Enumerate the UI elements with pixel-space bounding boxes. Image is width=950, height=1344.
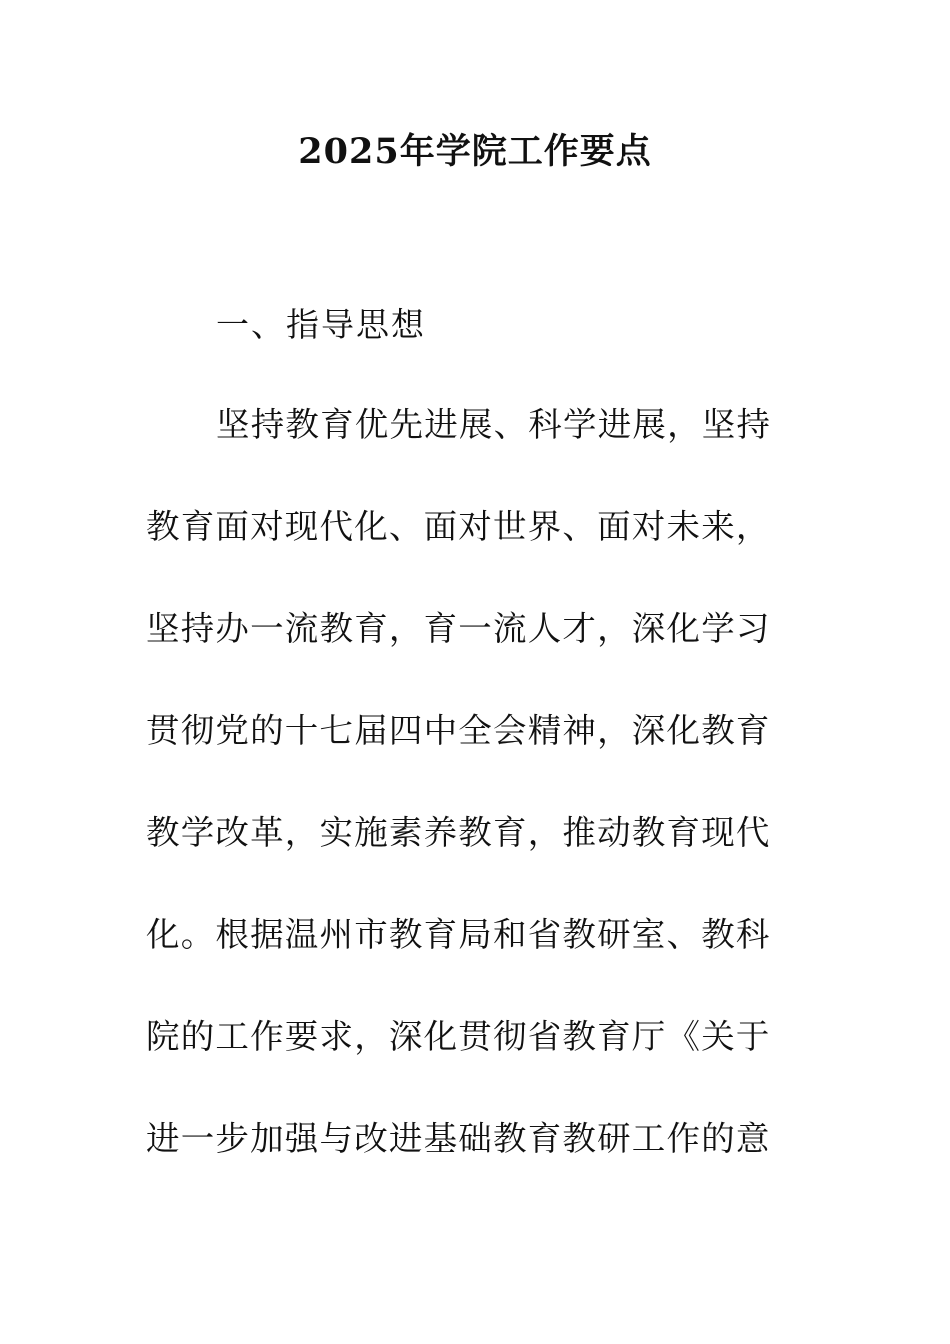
body-paragraph bbox=[146, 399, 786, 1215]
section-heading: 一、指导思想 bbox=[216, 305, 426, 344]
paragraph-line: 化。根据温州市教育局和省教研室、教科 bbox=[146, 915, 771, 954]
paragraph-line: 坚持教育优先进展、科学进展，坚持 bbox=[216, 405, 772, 444]
paragraph-line: 坚持办一流教育，育一流人才，深化学习 bbox=[146, 609, 771, 648]
paragraph-line: 教育面对现代化、面对世界、面对未来， bbox=[146, 507, 771, 546]
paragraph-line: 教学改革，实施素养教育，推动教育现代 bbox=[146, 813, 771, 852]
paragraph-line: 进一步加强与改进基础教育教研工作的意 bbox=[146, 1119, 771, 1158]
document-title: 2025年学院工作要点 bbox=[298, 131, 652, 172]
paragraph-line: 贯彻党的十七届四中全会精神，深化教育 bbox=[146, 711, 771, 750]
paragraph-line: 院的工作要求，深化贯彻省教育厅《关于 bbox=[146, 1017, 771, 1056]
